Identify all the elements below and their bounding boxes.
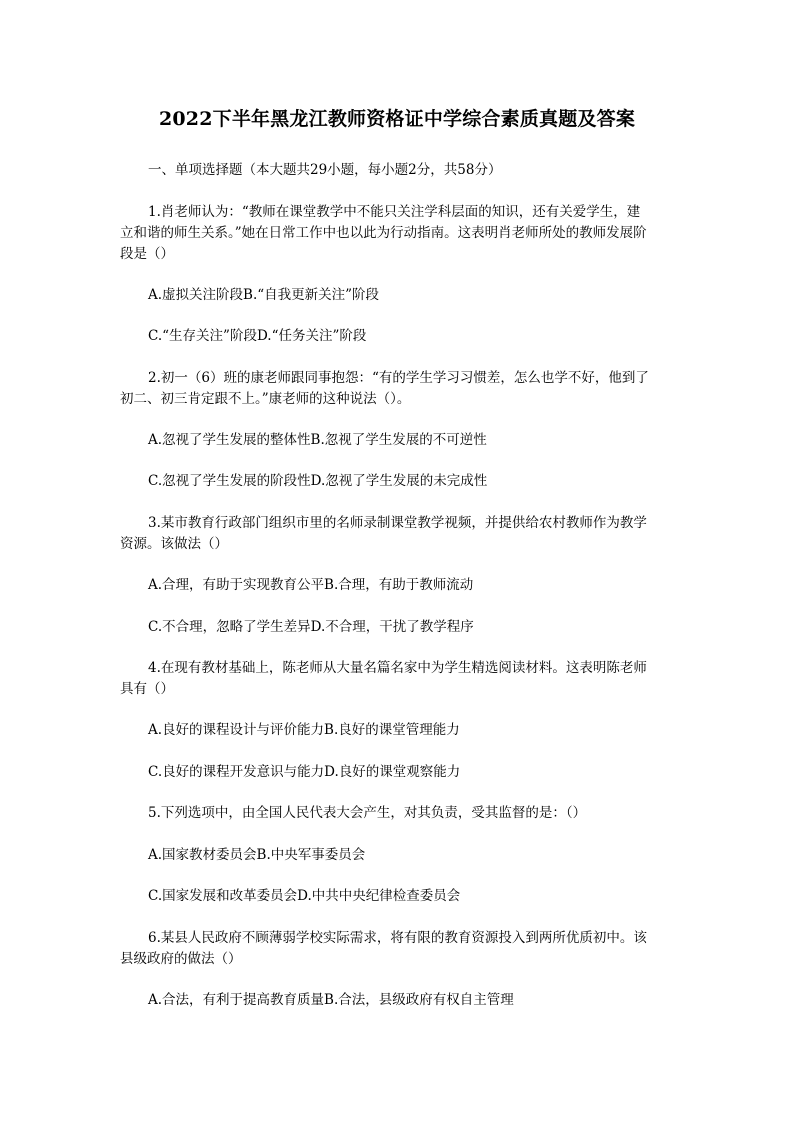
question-6-option-ab: A.合法，有利于提高教育质量B.合法，县级政府有权自主管理 xyxy=(148,992,514,1008)
question-3-option-cd: C.不合理，忽略了学生差异D.不合理，干扰了教学程序 xyxy=(148,619,474,635)
question-5-option-ab: A.国家教材委员会B.中央军事委员会 xyxy=(148,847,366,863)
question-1-option-ab: A.虚拟关注阶段B.“自我更新关注”阶段 xyxy=(148,287,380,303)
question-1-line-2: 立和谐的师生关系。”她在日常工作中也以此为行动指南。这表明肖老师所处的教师发展阶 xyxy=(120,225,647,241)
question-6-line-1: 6.某县人民政府不顾薄弱学校实际需求，将有限的教育资源投入到两所优质初中。该 xyxy=(148,930,647,946)
question-2-line-2: 初二、初三肯定跟不上。”康老师的这种说法（）。 xyxy=(120,391,411,407)
question-3-line-1: 3.某市教育行政部门组织市里的名师录制课堂教学视频，并提供给农村教师作为教学 xyxy=(148,515,647,531)
question-4-line-2: 具有（） xyxy=(120,681,174,697)
question-4-option-ab: A.良好的课程设计与评价能力B.良好的课堂管理能力 xyxy=(148,722,460,738)
section-header: 一、单项选择题（本大题共29小题，每小题2分，共58分） xyxy=(148,162,502,178)
question-3-line-2: 资源。该做法（） xyxy=(120,536,228,552)
question-4-line-1: 4.在现有教材基础上，陈老师从大量名篇名家中为学生精选阅读材料。这表明陈老师 xyxy=(148,660,647,676)
question-6-line-2: 县级政府的做法（） xyxy=(120,951,242,967)
question-1-option-cd: C.“生存关注”阶段D.“任务关注”阶段 xyxy=(148,328,367,344)
question-5-line-1: 5.下列选项中，由全国人民代表大会产生，对其负责，受其监督的是：（） xyxy=(148,805,587,821)
question-1-line-1: 1.肖老师认为：“教师在课堂教学中不能只关注学科层面的知识，还有关爱学生，建 xyxy=(148,204,641,220)
question-2-line-1: 2.初一（6）班的康老师跟同事抱怨：“有的学生学习习惯差，怎么也学不好，他到了 xyxy=(148,370,649,386)
question-2-option-cd: C.忽视了学生发展的阶段性D.忽视了学生发展的未完成性 xyxy=(148,473,488,489)
question-4-option-cd: C.良好的课程开发意识与能力D.良好的课堂观察能力 xyxy=(148,764,461,780)
document-title: 2022下半年黑龙江教师资格证中学综合素质真题及答案 xyxy=(158,108,636,130)
question-5-option-cd: C.国家发展和改革委员会D.中共中央纪律检查委员会 xyxy=(148,888,461,904)
question-2-option-ab: A.忽视了学生发展的整体性B.忽视了学生发展的不可逆性 xyxy=(148,432,487,448)
question-1-line-3: 段是（） xyxy=(120,246,174,262)
question-3-option-ab: A.合理，有助于实现教育公平B.合理，有助于教师流动 xyxy=(148,577,474,593)
